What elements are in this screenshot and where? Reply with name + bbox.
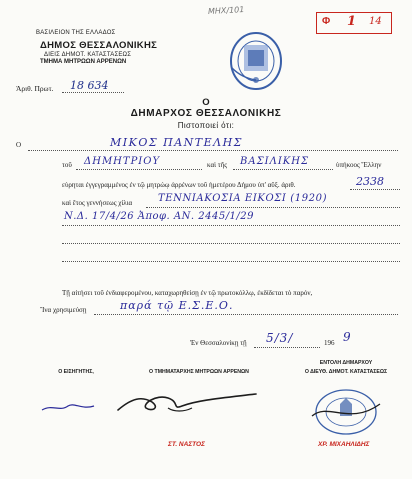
title-certifies: Πιστοποιεί ότι: <box>177 121 235 130</box>
date-day-month: 5/3/ <box>266 331 294 345</box>
municipality-heading: ΔΗΜΟΣ ΘΕΣΣΑΛΟΝΙΚΗΣ <box>40 40 158 51</box>
prefix-o: Ο <box>16 141 22 149</box>
section-head-signature <box>112 388 262 418</box>
margin-note: ΜΗΧ/101 <box>207 5 245 16</box>
protocol-number: 18 634 <box>70 79 109 92</box>
file-stamp-box <box>316 12 392 34</box>
municipal-seal <box>228 28 284 94</box>
kingdom-heading: ΒΑΣΙΛΕΙΟΝ ΤΗΣ ΕΛΛΑΔΟΣ <box>36 30 116 36</box>
purpose-label: Ἵνα χρησιμεύσῃ <box>40 306 87 314</box>
mother-label: καὶ τῆς <box>207 161 228 169</box>
date-label: Ἐν Θεσσαλονίκῃ τῇ <box>190 339 247 347</box>
mother-name: ΒΑΣΙΛΙΚΗΣ <box>240 156 310 167</box>
birth-year-words: ΤΕΝΝΙΑΚΟΣΙΑ ΕΙΚΟΣΙ (1920) <box>158 193 328 204</box>
register-number: 2338 <box>356 175 384 188</box>
mayor-order-label: ΕΝΤΟΛΗ ΔΗΜΑΡΧΟΥ <box>319 360 373 366</box>
directorate-heading: ΔΙΕΙΣ ΔΗΜΟΤ. ΚΑΤΑΣΤΑΣΕΩΣ <box>44 52 132 58</box>
decree-reference: Ν.Δ. 17/4/26 Ἀποφ. ΑΝ. 2445/1/29 <box>64 211 255 222</box>
director-seal <box>310 386 382 438</box>
department-heading: ΤΜΗΜΑ ΜΗΤΡΩΩΝ ΑΡΡΕΝΩΝ <box>40 59 127 65</box>
rapporteur-label: Ο ΕΙΣΗΓΗΤΗΣ, <box>58 369 94 375</box>
file-stamp-extra: 14 <box>369 16 382 27</box>
director-name: ΧΡ. ΜΙΧΑΗΛΙΔΗΣ <box>318 441 370 448</box>
request-text: Τῇ αἰτήσει τοῦ ἐνδιαφερομένου, καταχωρηθείσῃ ἐν τῷ πρωτοκόλλῳ, ἐκδίδεται τὸ παρόν, <box>62 289 313 297</box>
date-year-suffix: 9 <box>343 330 351 344</box>
file-stamp-label: Φ <box>322 16 331 27</box>
person-name: ΜΙΚΟΣ ΠΑΝΤΕΛΗΣ <box>110 136 243 149</box>
birth-label: καὶ ἔτος γεννήσεως χίλια <box>62 199 133 207</box>
section-head-label: Ο ΤΜΗΜΑΤΑΡΧΗΣ ΜΗΤΡΩΩΝ ΑΡΡΕΝΩΝ <box>149 369 249 375</box>
purpose-value: παρά τῷ Ε.Σ.Ε.Ο. <box>120 299 234 312</box>
nationality: ὑπήκοος Ἕλλην <box>336 161 382 169</box>
director-label: Ο ΔΙΕΥΘ. ΔΗΜΟΤ. ΚΑΤΑΣΤΑΣΕΩΣ <box>304 369 388 375</box>
file-stamp-value: 1 <box>347 14 357 29</box>
register-text: εὑρηται ἐγγεγραμμένος ἐν τῷ μητρώῳ ἀρρένων τοῦ ἡμετέρου Δήμου ὑπ' αὔξ. ἀριθ. <box>62 181 296 189</box>
title-article: Ο <box>202 97 210 108</box>
rapporteur-signature <box>38 396 108 418</box>
title-mayor: ΔΗΜΑΡΧΟΣ ΘΕΣΣΑΛΟΝΙΚΗΣ <box>130 108 282 119</box>
father-label: τοῦ <box>62 161 72 169</box>
section-head-name: ΣΤ. ΝΑΣΤΟΣ <box>168 441 205 448</box>
father-name: ΔΗΜΗΤΡΙΟΥ <box>84 156 161 167</box>
protocol-label: Άριθ. Πρωτ. <box>16 84 54 93</box>
date-year-prefix: 196 <box>324 339 335 347</box>
